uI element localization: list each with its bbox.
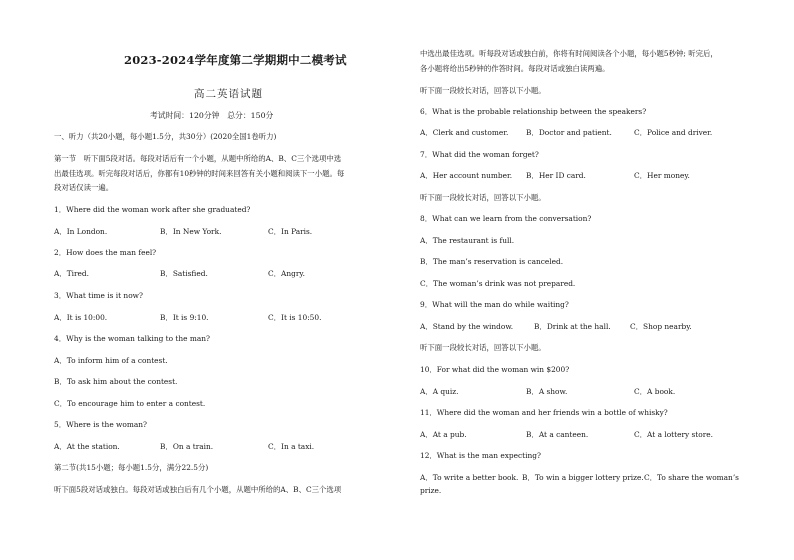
exam-title: 2023-2024学年度第二学期期中二模考试 <box>124 53 347 67</box>
option-b: B．Her ID card. <box>526 171 586 180</box>
option-b: B．In New York. <box>160 227 222 236</box>
question-4-option-b: B．To ask him about the contest. <box>54 377 178 386</box>
section2-instructions-line3: 各小题将给出5秒钟的作答时间。每段对话或独白读两遍。 <box>420 64 610 73</box>
section2-instructions-line1: 听下面5段对话或独白。每段对话或独白后有几个小题，从题中所给的A、B、C三个选项 <box>54 485 342 494</box>
listen-instruction-q10-12: 听下面一段较长对话，回答以下小题。 <box>420 343 546 352</box>
section2-heading: 第二节(共15小题；每小题1.5分，满分22.5分) <box>54 463 209 472</box>
exam-info: 考试时间：120分钟 总分：150分 <box>150 111 274 120</box>
option-c: C．Police and driver. <box>634 128 713 137</box>
option-a: A．Clerk and customer. <box>420 128 509 137</box>
option-a: A．It is 10:00. <box>54 313 108 322</box>
option-c: C．Angry. <box>268 269 305 278</box>
part1-heading: 一、听力（共20小题，每小题1.5分，共30分）(2020全国1卷听力) <box>54 132 277 141</box>
option-c: C．To share the woman’s <box>644 473 739 482</box>
option-a: A．Stand by the window. <box>420 322 514 331</box>
question-8-stem: 8．What can we learn from the conversation? <box>420 214 592 223</box>
question-7-stem: 7．What did the woman forget? <box>420 150 539 159</box>
listen-instruction-q8-9: 听下面一段较长对话，回答以下小题。 <box>420 193 546 202</box>
option-c: C．Her money. <box>634 171 690 180</box>
question-6-stem: 6．What is the probable relationship between the speakers? <box>420 107 647 116</box>
option-a: A．A quiz. <box>420 387 459 396</box>
question-8-option-c: C．The woman’s drink was not prepared. <box>420 279 576 288</box>
question-12-option-c-continued: prize. <box>420 486 442 495</box>
option-b: B．At a canteen. <box>526 430 589 439</box>
question-4-option-a: A．To inform him of a contest. <box>54 356 168 365</box>
option-a: A．Her account number. <box>420 171 513 180</box>
listen-instruction-q6-7: 听下面一段较长对话，回答以下小题。 <box>420 86 546 95</box>
option-b: B．Drink at the hall. <box>534 322 611 331</box>
option-a: A．At a pub. <box>420 430 467 439</box>
option-c: C．Shop nearby. <box>630 322 692 331</box>
section1-instructions-line2: 出最佳选项。听完每段对话后，你都有10秒钟的时间来回答有关小题和阅读下一小题。每 <box>54 169 345 178</box>
question-12-stem: 12．What is the man expecting? <box>420 451 541 460</box>
question-9-stem: 9．What will the man do while waiting? <box>420 300 569 309</box>
option-b: B．To win a bigger lottery prize. <box>522 473 644 482</box>
exam-subtitle: 高二英语试题 <box>194 88 263 100</box>
section2-instructions-line2: 中选出最佳选项。听每段对话或独白前，你将有时间阅读各个小题，每小题5秒钟; 听完后， <box>420 49 718 58</box>
option-b: B．It is 9:10. <box>160 313 209 322</box>
question-4-stem: 4．Why is the woman talking to the man? <box>54 334 211 343</box>
option-c: C．It is 10:50. <box>268 313 322 322</box>
option-a: A．At the station. <box>54 442 120 451</box>
section1-instructions-line1: 第一节 听下面5段对话。每段对话后有一个小题，从题中所给的A、B、C三个选项中选 <box>54 154 342 163</box>
question-4-option-c: C．To encourage him to enter a contest. <box>54 399 206 408</box>
option-a: A．In London. <box>54 227 108 236</box>
option-c: C．A book. <box>634 387 676 396</box>
option-a: A．To write a better book. <box>420 473 519 482</box>
option-b: B．On a train. <box>160 442 214 451</box>
option-c: C．In a taxi. <box>268 442 315 451</box>
question-2-stem: 2．How does the man feel? <box>54 248 157 257</box>
question-3-stem: 3．What time is it now? <box>54 291 143 300</box>
option-c: C．In Paris. <box>268 227 313 236</box>
section1-instructions-line3: 段对话仅读一遍。 <box>54 183 114 192</box>
option-b: B．Doctor and patient. <box>526 128 612 137</box>
question-8-option-a: A．The restaurant is full. <box>420 236 515 245</box>
option-b: B．A show. <box>526 387 568 396</box>
question-5-stem: 5．Where is the woman? <box>54 420 147 429</box>
option-b: B．Satisfied. <box>160 269 208 278</box>
question-1-stem: 1．Where did the woman work after she graduated? <box>54 205 251 214</box>
option-a: A．Tired. <box>54 269 90 278</box>
question-10-stem: 10．For what did the woman win $200? <box>420 365 570 374</box>
option-c: C．At a lottery store. <box>634 430 713 439</box>
question-8-option-b: B．The man’s reservation is canceled. <box>420 257 564 266</box>
question-11-stem: 11．Where did the woman and her friends win a bottle of whisky? <box>420 408 668 417</box>
